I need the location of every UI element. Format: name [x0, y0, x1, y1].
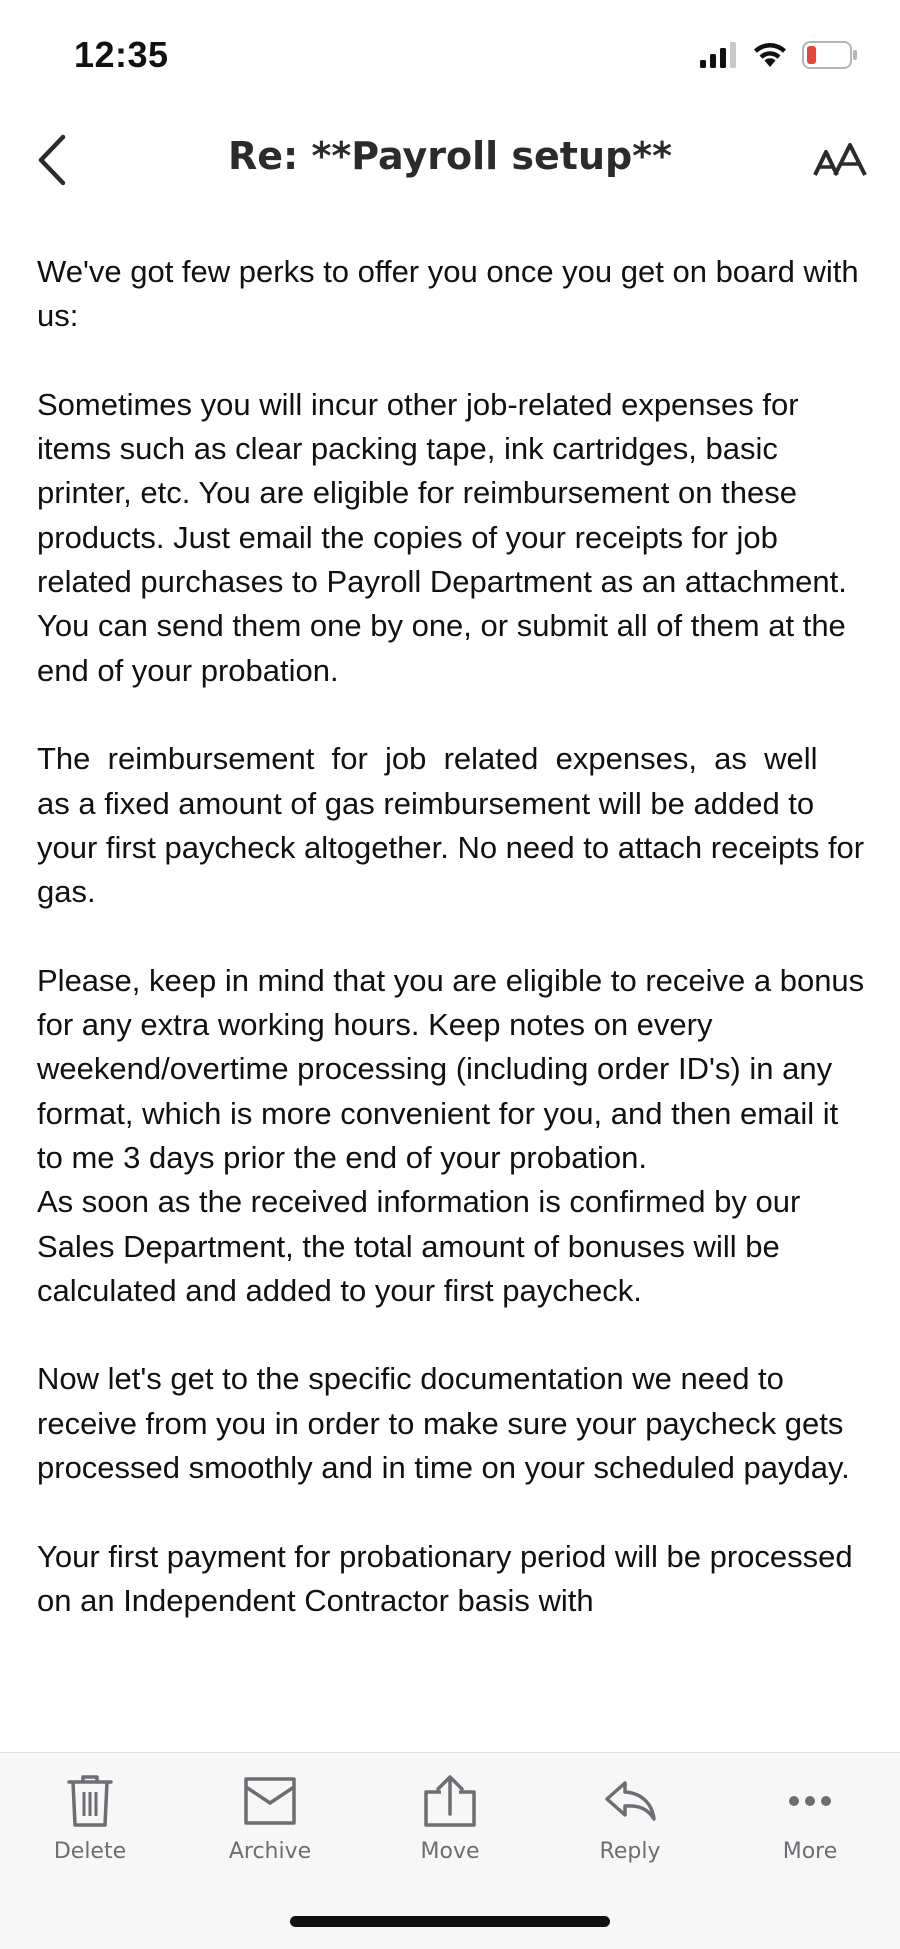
email-paragraph: Your first payment for probationary period will be processed on an Independent Contractor basis with: [37, 1538, 853, 1618]
archive-button[interactable]: [195, 1771, 345, 1871]
email-paragraph: We've got few perks to offer you once you get on board with us:: [37, 254, 859, 334]
status-bar: [0, 0, 900, 110]
move-label: Move: [420, 1839, 480, 1864]
email-paragraph: Now let's get to the specific documentation we need to receive from you in order to make sure your paycheck gets processed smoothly and in time on your scheduled payday.: [37, 1361, 850, 1486]
battery-level-fill: [807, 46, 816, 64]
cellular-signal-icon: [700, 42, 738, 73]
delete-label: Delete: [53, 1839, 127, 1864]
text-size-icon: [813, 142, 869, 178]
email-body: [37, 250, 873, 1752]
email-header: [0, 110, 900, 210]
text-size-button[interactable]: [806, 132, 876, 188]
archive-label: Archive: [228, 1839, 312, 1864]
email-paragraph: Sometimes you will incur other job-related expenses for items such as clear packing tape, ink cartridges, basic printer, etc. You are eligible for reimbursement on these products. Just email the copies of your receipts for job related purchases to Payroll Department as an attachment. You can send them one by one, or submit all of them at the end of your probation.: [37, 386, 847, 688]
more-label: More: [782, 1839, 838, 1864]
status-icons: [700, 40, 858, 74]
chevron-left-icon: [35, 133, 69, 187]
move-to-folder-icon: [423, 1774, 477, 1828]
status-time: 12:35: [74, 34, 169, 75]
email-paragraph: Please, keep in mind that you are eligible to receive a bonus for any extra working hours. Keep notes on every weekend/overtime processing (including order ID's) in any format, which is more convenient for you, and then email it to me 3 days prior the end of your probation.: [37, 962, 865, 1175]
delete-button[interactable]: [15, 1771, 165, 1871]
more-dots-icon: [788, 1795, 832, 1807]
email-subject-title: Re: **Payroll setup**: [228, 134, 672, 178]
archive-box-icon: [243, 1776, 297, 1826]
reply-label: Reply: [599, 1839, 661, 1864]
wifi-icon: [752, 41, 788, 74]
reply-arrow-icon: [603, 1779, 657, 1823]
trash-icon: [66, 1774, 114, 1828]
home-indicator[interactable]: [290, 1916, 610, 1927]
back-button[interactable]: [22, 128, 82, 192]
email-paragraph: As soon as the received information is confirmed by our Sales Department, the total amount of bonuses will be calculated and added to your first paycheck.: [37, 1184, 801, 1308]
reply-button[interactable]: [555, 1771, 705, 1871]
move-button[interactable]: [375, 1771, 525, 1871]
more-button[interactable]: [735, 1771, 885, 1871]
battery-low-icon: [802, 41, 858, 74]
email-paragraph: The reimbursement for job related expenses, as well as a fixed amount of gas reimbursement will be added to your first paycheck altogether. No need to attach receipts for gas.: [37, 741, 873, 910]
